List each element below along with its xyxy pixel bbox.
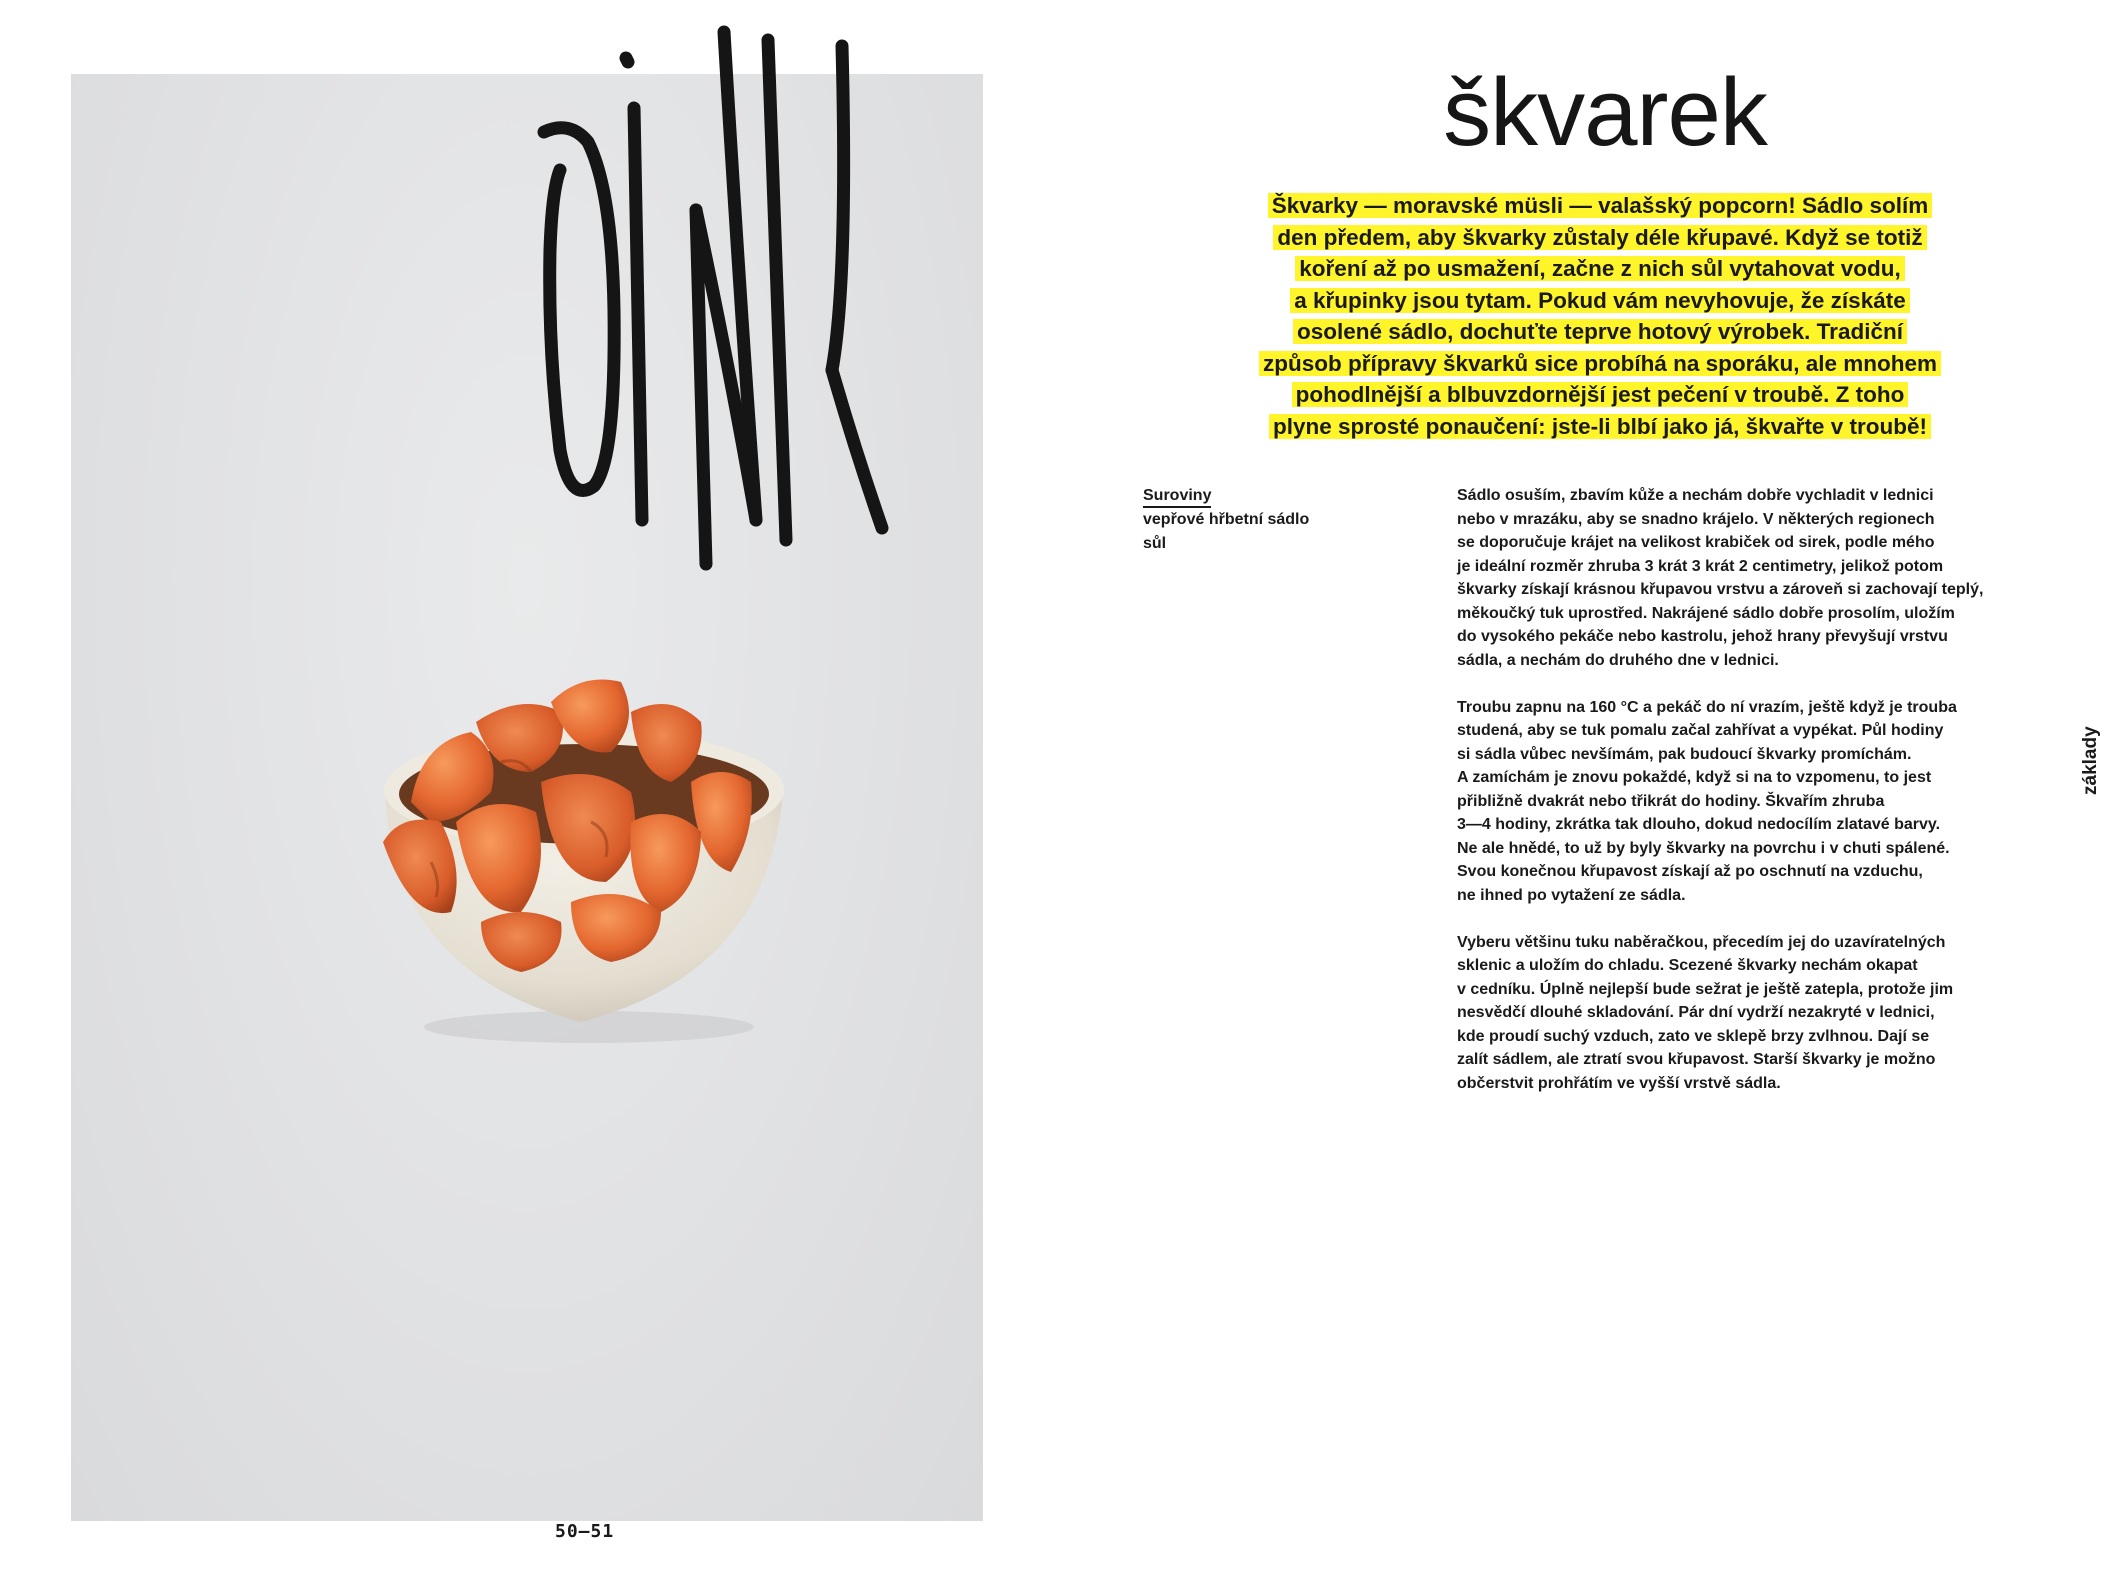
section-label: základy bbox=[2080, 726, 2101, 795]
text-line: škvarky získají krásnou křupavou vrstvu a zároveň si zachovají teplý, bbox=[1457, 581, 1984, 598]
ingredients-heading: Suroviny bbox=[1143, 486, 1211, 508]
recipe-title: škvarek bbox=[1443, 59, 1767, 166]
text-line: Troubu zapnu na 160 °C a pekáč do ní vrazím, ještě když je trouba bbox=[1457, 698, 1957, 716]
intro-paragraph bbox=[1220, 190, 1980, 442]
bowl-of-cracklings-image bbox=[371, 672, 801, 1052]
text-line: Svou konečnou křupavost získají až po oschnutí na vzduchu, bbox=[1457, 863, 1923, 880]
intro-line: plyne sprosté ponaučení: jste-li blbí jako já, škvařte v troubě! bbox=[1220, 411, 1980, 443]
text-line: se doporučuje krájet na velikost krabiček od sirek, podle mého bbox=[1457, 534, 1935, 551]
text-line: 3—4 hodiny, zkrátka tak dlouho, dokud nedocílím zlatavé barvy. bbox=[1457, 816, 1941, 833]
text-line: sklenic a uložím do chladu. Scezené škvarky nechám okapat bbox=[1457, 957, 1918, 974]
oink-handwritten-lettering bbox=[530, 20, 910, 580]
text-line: studená, aby se tuk pomalu začal zahřívat a vypékat. Půl hodiny bbox=[1457, 722, 1944, 739]
method-paragraph bbox=[1457, 696, 2017, 908]
ingredient-item: vepřové hřbetní sádlo bbox=[1143, 511, 1310, 528]
text-line: si sádla vůbec nevšímám, pak budoucí škvarky promíchám. bbox=[1457, 745, 1912, 763]
text-line: měkoučký tuk uprostřed. Nakrájené sádlo dobře prosolím, uložím bbox=[1457, 604, 1955, 622]
text-line: v cedníku. Úplně nejlepší bude sežrat je ještě zatepla, protože jim bbox=[1457, 980, 1954, 998]
text-line: ne ihned po vytažení ze sádla. bbox=[1457, 886, 1686, 904]
text-line: zalít sádlem, ale ztratí svou křupavost. Starší škvarky je možno bbox=[1457, 1051, 1936, 1068]
text-line: sádla, a nechám do druhého dne v lednici. bbox=[1457, 651, 1779, 669]
ingredients-list bbox=[1143, 484, 1383, 555]
text-line: přibližně dvakrát nebo třikrát do hodiny. Škvařím zhruba bbox=[1457, 792, 1885, 810]
text-line: Sádlo osuším, zbavím kůže a nechám dobře vychladit v lednici bbox=[1457, 487, 1934, 504]
method-text bbox=[1457, 484, 2017, 1119]
intro-line: koření až po usmažení, začne z nich sůl vytahovat vodu, bbox=[1220, 253, 1980, 285]
method-paragraph bbox=[1457, 931, 2017, 1096]
page-number: 50—51 bbox=[555, 1521, 615, 1542]
ingredient-item: sůl bbox=[1143, 534, 1167, 552]
text-line: Vyberu většinu tuku naběračkou, přecedím jej do uzavíratelných bbox=[1457, 933, 1946, 951]
intro-line: pohodlnější a blbuvzdornější jest pečení v troubě. Z toho bbox=[1220, 379, 1980, 411]
text-line: občerstvit prohřátím ve vyšší vrstvě sádla. bbox=[1457, 1074, 1781, 1092]
text-line: je ideální rozměr zhruba 3 krát 3 krát 2 centimetry, jelikož potom bbox=[1457, 557, 1944, 575]
intro-line: den předem, aby škvarky zůstaly déle křupavé. Když se totiž bbox=[1220, 222, 1980, 254]
text-line: A zamíchám je znovu pokaždé, když si na to vzpomenu, to jest bbox=[1457, 769, 1932, 786]
intro-line: a křupinky jsou tytam. Pokud vám nevyhovuje, že získáte bbox=[1220, 285, 1980, 317]
text-line: do vysokého pekáče nebo kastrolu, jehož hrany převyšují vrstvu bbox=[1457, 628, 1948, 645]
text-line: Ne ale hnědé, to už by byly škvarky na povrchu i v chuti spálené. bbox=[1457, 839, 1950, 857]
intro-line: způsob přípravy škvarků sice probíhá na sporáku, ale mnohem bbox=[1220, 348, 1980, 380]
text-line: nesvědčí dlouhé skladování. Pár dní vydrží nezakryté v lednici, bbox=[1457, 1004, 1935, 1021]
intro-line: Škvarky — moravské müsli — valašský popcorn! Sádlo solím bbox=[1220, 190, 1980, 222]
method-paragraph bbox=[1457, 484, 2017, 672]
intro-line: osolené sádlo, dochuťte teprve hotový výrobek. Tradiční bbox=[1220, 316, 1980, 348]
text-line: nebo v mrazáku, aby se snadno krájelo. V některých regionech bbox=[1457, 510, 1935, 528]
text-line: kde proudí suchý vzduch, zato ve sklepě brzy zvlhnou. Dají se bbox=[1457, 1027, 1930, 1045]
